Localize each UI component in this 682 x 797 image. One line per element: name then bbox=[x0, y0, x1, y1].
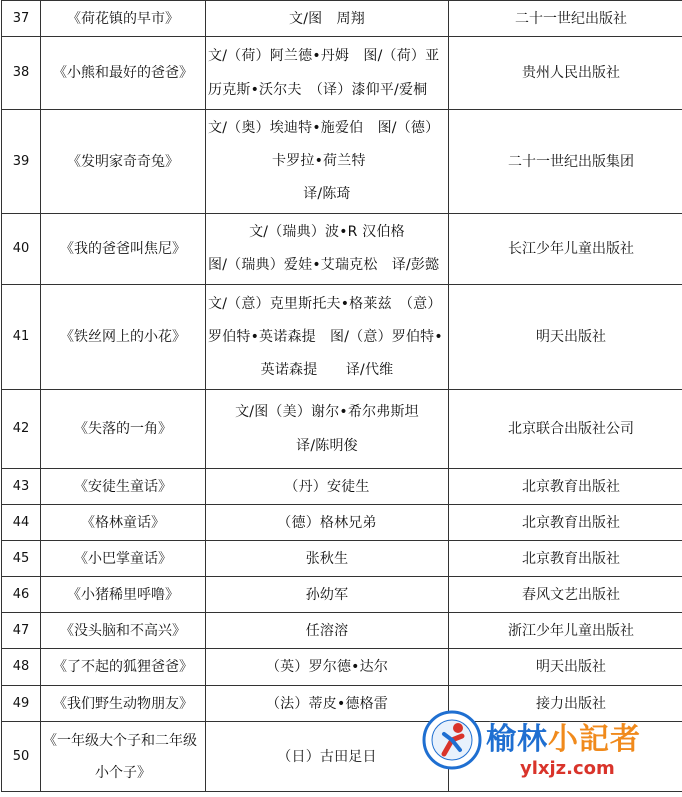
author-line: 译/陈琦 bbox=[303, 186, 351, 202]
book-publisher: 北京教育出版社 bbox=[449, 469, 682, 505]
author-line: （法）蒂皮•德格雷 bbox=[265, 695, 389, 712]
row-number: 41 bbox=[2, 285, 41, 390]
author-line: 张秋生 bbox=[305, 550, 349, 567]
book-author bbox=[206, 541, 449, 577]
author-line: 译/陈明俊 bbox=[296, 438, 358, 454]
table-row bbox=[2, 110, 682, 214]
book-title-line: 《格林童话》 bbox=[81, 514, 165, 531]
table-row bbox=[2, 505, 682, 541]
book-author bbox=[206, 110, 449, 214]
row-number: 45 bbox=[2, 541, 41, 577]
book-publisher: 贵州人民出版社 bbox=[449, 37, 682, 110]
table-body bbox=[2, 1, 682, 792]
table-row bbox=[2, 686, 682, 722]
book-author bbox=[206, 469, 449, 505]
book-author bbox=[206, 686, 449, 722]
book-title-line: 《荷花镇的早市》 bbox=[67, 10, 179, 27]
watermark-url: ylxjz.com bbox=[520, 758, 615, 779]
book-title-line: 《我们野生动物朋友》 bbox=[53, 695, 193, 712]
table-row bbox=[2, 469, 682, 505]
book-publisher: 长江少年儿童出版社 bbox=[449, 214, 682, 285]
table-row bbox=[2, 722, 682, 792]
author-line: （日）古田足日 bbox=[277, 748, 377, 765]
author-line: 任溶溶 bbox=[305, 622, 349, 639]
book-author bbox=[206, 722, 449, 792]
book-title bbox=[41, 649, 206, 686]
author-line: 文/（瑞典）波•R 汉伯格 bbox=[249, 224, 405, 240]
book-title-line: 《了不起的狐狸爸爸》 bbox=[53, 659, 193, 675]
row-number: 50 bbox=[2, 722, 41, 792]
author-line: （丹）安徒生 bbox=[284, 478, 370, 495]
book-title bbox=[41, 390, 206, 469]
table-row bbox=[2, 577, 682, 613]
book-title bbox=[41, 505, 206, 541]
book-title-line: 《安徒生童话》 bbox=[74, 478, 172, 495]
book-publisher: 北京联合出版社公司 bbox=[449, 390, 682, 469]
row-number: 42 bbox=[2, 390, 41, 469]
book-title-line: 《小熊和最好的爸爸》 bbox=[53, 65, 193, 81]
row-number: 37 bbox=[2, 1, 41, 37]
book-title bbox=[41, 469, 206, 505]
book-publisher: 接力出版社 bbox=[449, 686, 682, 722]
row-number: 47 bbox=[2, 613, 41, 649]
book-author bbox=[206, 613, 449, 649]
book-author bbox=[206, 577, 449, 613]
book-title-line: 《一年级大个子和二年级 bbox=[43, 732, 197, 749]
book-publisher: 明天出版社 bbox=[449, 649, 682, 686]
table-row bbox=[2, 214, 682, 285]
row-number: 43 bbox=[2, 469, 41, 505]
book-publisher: 二十一世纪出版集团 bbox=[449, 110, 682, 214]
author-line: 罗伯特•英诺森提 图/（意）罗伯特• bbox=[208, 328, 443, 345]
book-author bbox=[206, 649, 449, 686]
table-row bbox=[2, 649, 682, 686]
book-publisher: 北京教育出版社 bbox=[449, 541, 682, 577]
book-title bbox=[41, 541, 206, 577]
watermark-name-part2: 小記者 bbox=[548, 722, 641, 757]
author-line: （英）罗尔德•达尔 bbox=[265, 659, 389, 675]
author-line: 文/（荷）阿兰德•丹姆 图/（荷）亚 bbox=[208, 48, 440, 64]
row-number: 44 bbox=[2, 505, 41, 541]
book-title bbox=[41, 110, 206, 214]
table-row bbox=[2, 541, 682, 577]
table-row bbox=[2, 285, 682, 390]
table-row bbox=[2, 37, 682, 110]
row-number: 49 bbox=[2, 686, 41, 722]
watermark-name-part1: 榆林 bbox=[486, 722, 548, 757]
book-list-table bbox=[1, 0, 682, 792]
book-publisher: 浙江少年儿童出版社 bbox=[449, 613, 682, 649]
author-line: 文/（奥）埃迪特•施爱伯 图/（德） bbox=[208, 120, 440, 136]
book-publisher bbox=[449, 722, 682, 792]
author-line: 文/图（美）谢尔•希尔弗斯坦 bbox=[235, 404, 419, 420]
author-line: 孙幼军 bbox=[305, 586, 349, 603]
book-author bbox=[206, 285, 449, 390]
author-line: 文/图 周翔 bbox=[289, 10, 365, 27]
book-author bbox=[206, 1, 449, 37]
author-line: 英诺森提 译/代维 bbox=[260, 361, 394, 378]
book-title-line: 《小猪稀里呼噜》 bbox=[67, 586, 179, 603]
book-title-line: 小个子》 bbox=[95, 764, 151, 781]
row-number: 39 bbox=[2, 110, 41, 214]
book-title bbox=[41, 686, 206, 722]
book-title-line: 《我的爸爸叫焦尼》 bbox=[60, 241, 186, 257]
row-number: 40 bbox=[2, 214, 41, 285]
row-number: 48 bbox=[2, 649, 41, 686]
row-number: 46 bbox=[2, 577, 41, 613]
book-title-line: 《失落的一角》 bbox=[74, 421, 172, 437]
table-row bbox=[2, 613, 682, 649]
author-line: 历克斯•沃尔夫 （译）漆仰平/爱桐 bbox=[208, 82, 428, 98]
table-row bbox=[2, 1, 682, 37]
book-title-line: 《没头脑和不高兴》 bbox=[60, 622, 186, 639]
book-title-line: 《发明家奇奇兔》 bbox=[67, 153, 179, 170]
book-publisher: 春风文艺出版社 bbox=[449, 577, 682, 613]
book-author bbox=[206, 390, 449, 469]
book-publisher: 二十一世纪出版社 bbox=[449, 1, 682, 37]
table-row bbox=[2, 390, 682, 469]
author-line: 文/（意）克里斯托夫•格莱兹 （意） bbox=[208, 295, 442, 312]
book-title bbox=[41, 1, 206, 37]
book-author bbox=[206, 214, 449, 285]
book-publisher: 北京教育出版社 bbox=[449, 505, 682, 541]
book-title bbox=[41, 577, 206, 613]
book-title bbox=[41, 722, 206, 792]
author-line: 卡罗拉•荷兰特 bbox=[272, 153, 366, 169]
book-title bbox=[41, 613, 206, 649]
book-title bbox=[41, 285, 206, 390]
book-publisher: 明天出版社 bbox=[449, 285, 682, 390]
book-author bbox=[206, 37, 449, 110]
book-title bbox=[41, 214, 206, 285]
book-title-line: 《小巴掌童话》 bbox=[74, 550, 172, 567]
book-author bbox=[206, 505, 449, 541]
book-title bbox=[41, 37, 206, 110]
row-number: 38 bbox=[2, 37, 41, 110]
author-line: （德）格林兄弟 bbox=[277, 514, 377, 531]
author-line: 图/（瑞典）爱娃•艾瑞克松 译/彭懿 bbox=[208, 257, 440, 273]
book-title-line: 《铁丝网上的小花》 bbox=[60, 329, 186, 345]
